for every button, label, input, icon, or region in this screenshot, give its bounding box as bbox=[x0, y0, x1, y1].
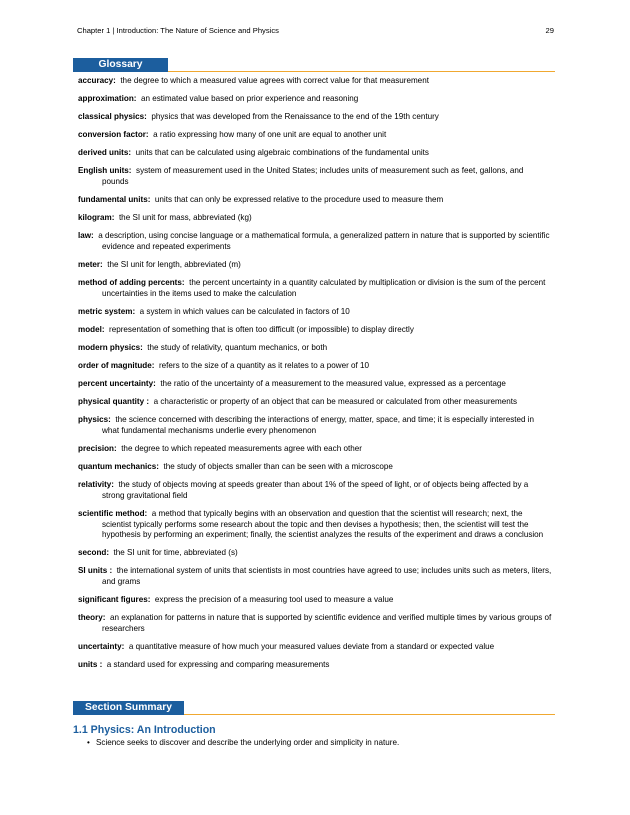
page-header bbox=[77, 26, 554, 38]
subsection-title: 1.1 Physics: An Introduction bbox=[73, 724, 216, 736]
section-summary-heading bbox=[73, 701, 555, 715]
glossary-definition: the study of objects moving at speeds greater than about 1% of the speed of light, or of objects being affected by a strong gravitational field bbox=[102, 480, 529, 500]
glossary-entry bbox=[78, 148, 552, 159]
glossary-entry bbox=[78, 660, 552, 671]
glossary-term: quantum mechanics: bbox=[78, 462, 159, 472]
glossary-definition: the degree to which a measured value agrees with correct value for that measurement bbox=[120, 76, 429, 85]
glossary-entry bbox=[78, 213, 552, 224]
glossary-entry bbox=[78, 379, 552, 390]
summary-bullet bbox=[87, 738, 399, 749]
glossary-entry bbox=[78, 195, 552, 206]
glossary-definition: the degree to which repeated measurements agree with each other bbox=[121, 444, 362, 454]
glossary-list bbox=[78, 76, 552, 678]
glossary-definition: representation of something that is often too difficult (or impossible) to display directly bbox=[109, 324, 414, 334]
glossary-definition: express the precision of a measuring tool used to measure a value bbox=[154, 595, 394, 604]
glossary-definition: a system in which values can be calculated in factors of 10 bbox=[139, 306, 350, 316]
glossary-entry bbox=[78, 94, 552, 105]
glossary-term: accuracy: bbox=[78, 76, 116, 85]
glossary-entry bbox=[78, 462, 552, 473]
glossary-definition: refers to the size of a quantity as it relates to a power of 10 bbox=[158, 361, 370, 371]
glossary-term: approximation: bbox=[78, 94, 137, 104]
glossary-entry bbox=[78, 480, 552, 501]
glossary-definition: an explanation for patterns in nature that is supported by scientific evidence and verified multiple times by various groups of researchers bbox=[102, 613, 552, 633]
glossary-term: significant figures: bbox=[78, 595, 151, 604]
glossary-definition: an estimated value based on prior experience and reasoning bbox=[140, 94, 359, 104]
glossary-definition: the study of objects smaller than can be seen with a microscope bbox=[163, 462, 393, 472]
glossary-term: scientific method: bbox=[78, 508, 148, 518]
glossary-entry bbox=[78, 397, 552, 408]
bullet-text: Science seeks to discover and describe the underlying order and simplicity in nature. bbox=[96, 738, 400, 747]
glossary-term: uncertainty: bbox=[78, 641, 125, 651]
glossary-definition: a quantitative measure of how much your measured values deviate from a standard or expected value bbox=[128, 641, 495, 651]
bullet-icon: • bbox=[87, 738, 90, 747]
glossary-entry bbox=[78, 509, 552, 541]
glossary-definition: the international system of units that scientists in most countries have agreed to use; includes units such as meters, liters, and grams bbox=[102, 566, 552, 586]
glossary-term: precision: bbox=[78, 444, 117, 454]
glossary-term: relativity: bbox=[78, 480, 114, 490]
glossary-definition: the SI unit for time, abbreviated (s) bbox=[113, 548, 238, 558]
glossary-term: order of magnitude: bbox=[78, 361, 155, 371]
glossary-definition: the science concerned with describing the interactions of energy, matter, space, and time; it is especially interested in what fundamental mechanisms underlie every phenomenon bbox=[102, 415, 535, 435]
glossary-entry bbox=[78, 642, 552, 653]
glossary-definition: a method that typically begins with an observation and question that the scientist will research; next, the scientist typically performs some research about the topic and then devises a hypothesis; then, the scientist will test the hypothesis by performing an experiment; finally, the scientist analyzes the results of the experiment and draws a conclusion bbox=[102, 508, 544, 540]
glossary-entry bbox=[78, 613, 552, 634]
glossary-entry bbox=[78, 361, 552, 372]
section-summary-title: Section Summary bbox=[73, 701, 184, 715]
glossary-term: method of adding percents: bbox=[78, 278, 185, 288]
glossary-entry bbox=[78, 278, 552, 299]
glossary-term: percent uncertainty: bbox=[78, 379, 156, 389]
glossary-entry bbox=[78, 307, 552, 318]
glossary-definition: system of measurement used in the United States; includes units of measurement such as feet, gallons, and pounds bbox=[102, 166, 524, 187]
glossary-term: conversion factor: bbox=[78, 130, 149, 140]
glossary-definition: units that can only be expressed relative to the procedure used to measure them bbox=[154, 195, 444, 205]
glossary-definition: units that can be calculated using algebraic combinations of the fundamental units bbox=[135, 148, 429, 158]
glossary-term: physical quantity : bbox=[78, 397, 150, 407]
glossary-definition: the ratio of the uncertainty of a measurement to the measured value, expressed as a percentage bbox=[160, 379, 506, 389]
chapter-title: Chapter 1 | Introduction: The Nature of Science and Physics bbox=[77, 26, 279, 35]
glossary-definition: a ratio expressing how many of one unit are equal to another unit bbox=[153, 130, 387, 140]
glossary-definition: a description, using concise language or a mathematical formula, a generalized pattern in nature that is supported by scientific evidence and repeated experiments bbox=[98, 231, 550, 251]
glossary-term: units : bbox=[78, 659, 103, 669]
glossary-term: English units: bbox=[78, 166, 132, 176]
glossary-definition: the study of relativity, quantum mechanics, or both bbox=[147, 343, 328, 352]
page-number: 29 bbox=[545, 26, 554, 35]
glossary-definition: the SI unit for length, abbreviated (m) bbox=[107, 260, 241, 270]
glossary-entry bbox=[78, 343, 552, 354]
glossary-entry bbox=[78, 231, 552, 252]
glossary-definition: the SI unit for mass, abbreviated (kg) bbox=[118, 213, 252, 223]
glossary-term: modern physics: bbox=[78, 343, 143, 352]
glossary-term: meter: bbox=[78, 260, 103, 270]
glossary-title: Glossary bbox=[73, 58, 168, 72]
glossary-term: law: bbox=[78, 231, 94, 241]
glossary-entry bbox=[78, 76, 552, 87]
glossary-definition: physics that was developed from the Renaissance to the end of the 19th century bbox=[151, 112, 439, 122]
glossary-term: derived units: bbox=[78, 148, 132, 158]
glossary-heading bbox=[73, 58, 555, 72]
glossary-entry bbox=[78, 415, 552, 436]
glossary-entry bbox=[78, 260, 552, 271]
glossary-term: fundamental units: bbox=[78, 195, 151, 205]
glossary-definition: the percent uncertainty in a quantity calculated by multiplication or division is the sum of the percent uncertainties in the items used to make the calculation bbox=[102, 278, 546, 298]
glossary-entry bbox=[78, 548, 552, 559]
glossary-entry bbox=[78, 595, 552, 606]
glossary-term: SI units : bbox=[78, 566, 113, 576]
glossary-definition: a standard used for expressing and comparing measurements bbox=[106, 659, 330, 669]
glossary-term: kilogram: bbox=[78, 213, 115, 223]
glossary-term: theory: bbox=[78, 613, 106, 623]
glossary-term: second: bbox=[78, 548, 110, 558]
glossary-term: classical physics: bbox=[78, 112, 147, 122]
glossary-definition: a characteristic or property of an object that can be measured or calculated from other measurements bbox=[153, 397, 518, 407]
glossary-entry bbox=[78, 130, 552, 141]
glossary-term: physics: bbox=[78, 415, 111, 425]
glossary-entry bbox=[78, 325, 552, 336]
glossary-entry bbox=[78, 566, 552, 587]
glossary-term: metric system: bbox=[78, 306, 136, 316]
glossary-term: model: bbox=[78, 324, 105, 334]
glossary-entry bbox=[78, 166, 552, 187]
glossary-entry bbox=[78, 444, 552, 455]
glossary-entry bbox=[78, 112, 552, 123]
